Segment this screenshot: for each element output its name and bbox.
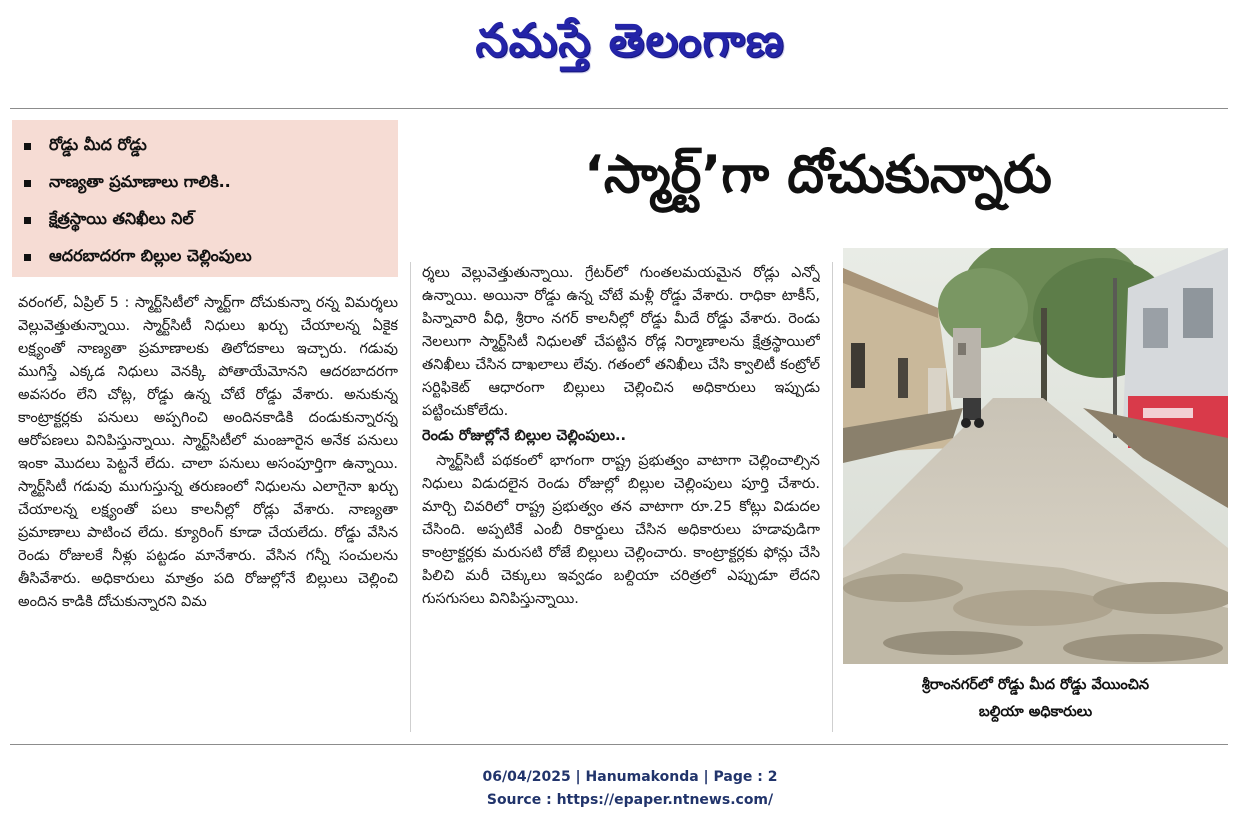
article-paragraph: ర్శలు వెల్లువెత్తుతున్నాయి. గ్రేటర్‌లో గుంతలమయమైన రోడ్లు ఎన్నో ఉన్నాయి. అయినా రోడ్డు ఉన్న చోటే మళ్లీ రోడ్డు వేశారు. రాధికా టాకీస్, పిన్నావారి వీధి, శ్రీరాం నగర్ కాలనీల్లో రోడ్డు మీదే రోడ్డు వేశారు. రెండు నెలలుగా స్మార్ట్‌సిటీ నిధులతో చేపట్టిన రోడ్ల నిర్మాణాలను క్షేత్రస్థాయిలో తనిఖీలు చేసిన దాఖలాలు లేవు. గతంలో తనిఖీలు చేసి క్వాలిటీ కంట్రోల్ సర్టిఫికెట్ ఆధారంగా బిల్లులు చెల్లించిన అధికారులు ఇప్పుడు పట్టించుకోలేదు. (422, 265, 820, 419)
footer-source: Source : https://epaper.ntnews.com/ (486, 792, 774, 808)
article-paragraph: వరంగల్, ఏప్రిల్ 5 : స్మార్ట్‌సిటీలో స్మార్ట్‌గా దోచుకున్నా రన్న విమర్శలు వెల్లువెత్తుతున్నాయి. స్మార్ట్‌సిటీ నిధులు ఖర్చు చేయాలన్న ఏకైక లక్ష్యంతో నాణ్యతా ప్రమాణాలకు తిలోదకాలు ఇచ్చారు. గడువు ముగిస్తే ఎక్కడ నిధులు వెనక్కి పోతాయేమోనని ఆదరబాదరగా అవసరం లేని చోట్ల, రోడ్డు ఉన్న చోటే రోడ్డు వేశారు. అనుకున్న కాంట్రాక్టర్లకు పనులు అప్పగించి అందినకాడికి దండుకున్నారన్న ఆరోపణలు వినిపిస్తున్నాయి. స్మార్ట్‌సిటీలో మంజూరైన అనేక పనులు ఇంకా మొదలు పెట్టనే లేదు. చాలా పనులు అసంపూర్తిగా ఉన్నాయి. స్మార్ట్‌సిటీ గడువు ముగుస్తున్న తరుణంలో నిధులను ఎలాగైనా ఖర్చు చేయాలన్న లక్ష్యంతో పలు కాలనీల్లో రోడ్లు వేశారు. నాణ్యతా ప్రమాణాలు పాటించ లేదు. క్యూరింగ్ కూడా చేయలేదు. రోడ్డు వేసిన రెండు రోజులకే నీళ్లు పట్టడం మానేశారు. వేసిన గన్నీ సంచులను తీసివేశారు. అధికారులు మాత్రం పది రోజుల్లోనే బిల్లులు చెల్లించి అందిన కాడికి దోచుకున్నారని విమ (18, 295, 398, 610)
newspaper-logo: నమస్తే తెలంగాణ (475, 13, 785, 67)
top-divider (10, 108, 1228, 109)
article-column-2 (422, 262, 820, 732)
road-photo-illustration (843, 248, 1228, 664)
highlight-item (24, 128, 388, 165)
highlight-text: ఆదరబాదరగా బిల్లుల చెల్లింపులు (49, 246, 252, 265)
highlight-item (24, 202, 388, 239)
article-paragraph: స్మార్ట్‌సిటీ పథకంలో భాగంగా రాష్ట్ర ప్రభుత్వం వాటాగా చెల్లించాల్సిన నిధులు విడుదలైన రెండు రోజుల్లో బిల్లుల చెల్లింపులు పూర్తి చేశారు. మార్చి చివరిలో రాష్ట్ర ప్రభుత్వం తన వాటాగా రూ.25 కోట్లు విడుదల చేసింది. అప్పటికే ఎంబీ రికార్డులు చేసిన అధికారులు హడావుడిగా కాంట్రాక్టర్లకు మరుసటి రోజే బిల్లులు చెల్లించారు. కాంట్రాక్టర్లకు ఫోన్లు చేసి పిలిచి మరీ చెక్కులు ఇవ్వడం బల్దియా చరిత్రలో ఎప్పుడూ లేదని గుసగుసలు వినిపిస్తున్నాయి. (422, 453, 820, 607)
column-divider (410, 262, 411, 732)
caption-line: శ్రీరాంనగర్‌లో రోడ్డు మీద రోడ్డు వేయించిన (921, 677, 1150, 693)
bottom-divider (10, 744, 1228, 745)
caption-line: బల్దియా అధికారులు (978, 704, 1093, 720)
footer-dateline: 06/04/2025 | Hanumakonda | Page : 2 (482, 769, 778, 785)
column-divider (832, 262, 833, 732)
highlight-text: నాణ్యతా ప్రమాణాలు గాలికి.. (49, 172, 231, 191)
highlight-text: క్షేత్రస్థాయి తనిఖీలు నిల్ (49, 209, 194, 228)
highlight-item (24, 165, 388, 202)
photo-caption (843, 672, 1228, 726)
masthead (0, 4, 1260, 76)
article-headline: ‘స్మార్ట్’గా దోచుకున్నారు (584, 144, 1052, 205)
highlight-text: రోడ్డు మీద రోడ్డు (49, 135, 147, 154)
article-subheading: రెండు రోజుల్లోనే బిల్లుల చెల్లింపులు.. (422, 428, 627, 444)
street-road-photo (843, 248, 1228, 664)
bullet-icon (24, 217, 31, 224)
bullet-icon (24, 254, 31, 261)
bullet-icon (24, 143, 31, 150)
highlight-item (24, 239, 388, 276)
article-column-1 (18, 292, 398, 732)
bullet-icon (24, 180, 31, 187)
highlights-box (12, 120, 398, 277)
